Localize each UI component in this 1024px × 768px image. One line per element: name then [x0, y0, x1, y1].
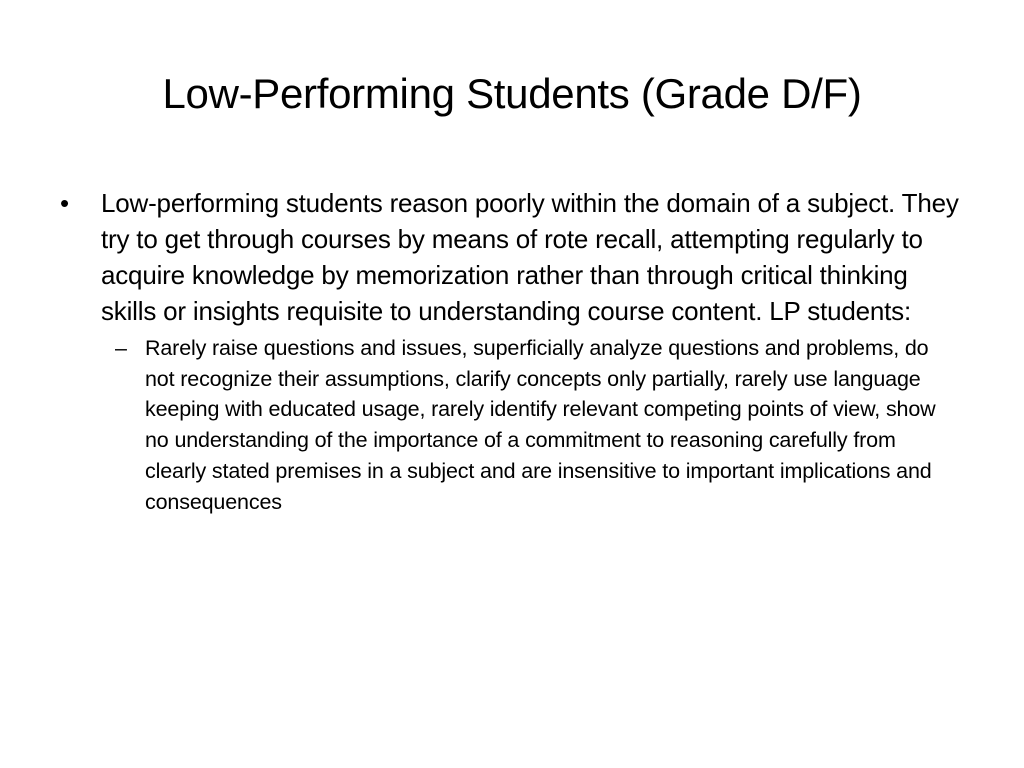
- slide-body: [60, 185, 960, 517]
- sub-bullet-list: [60, 333, 960, 517]
- bullet-item: [60, 185, 960, 329]
- sub-bullet-text: Rarely raise questions and issues, superficially analyze questions and problems, do not recognize their assumptions, clarify concepts only partially, rarely use language keeping with educated usage, rarely identify relevant competing points of view, show no understanding of the importance of a commitment to reasoning carefully from clearly stated premises in a subject and are insensitive to important implications and consequences: [145, 336, 936, 514]
- bullet-text: Low-performing students reason poorly within the domain of a subject. They try to get through courses by means of rote recall, attempting regularly to acquire knowledge by memorization rather than through critical thinking skills or insights requisite to understanding course content. LP students:: [101, 188, 959, 326]
- bullet-marker: •: [60, 188, 69, 218]
- sub-bullet-item: [115, 333, 960, 517]
- sub-bullet-marker: –: [115, 336, 127, 360]
- slide-title: Low-Performing Students (Grade D/F): [162, 70, 862, 117]
